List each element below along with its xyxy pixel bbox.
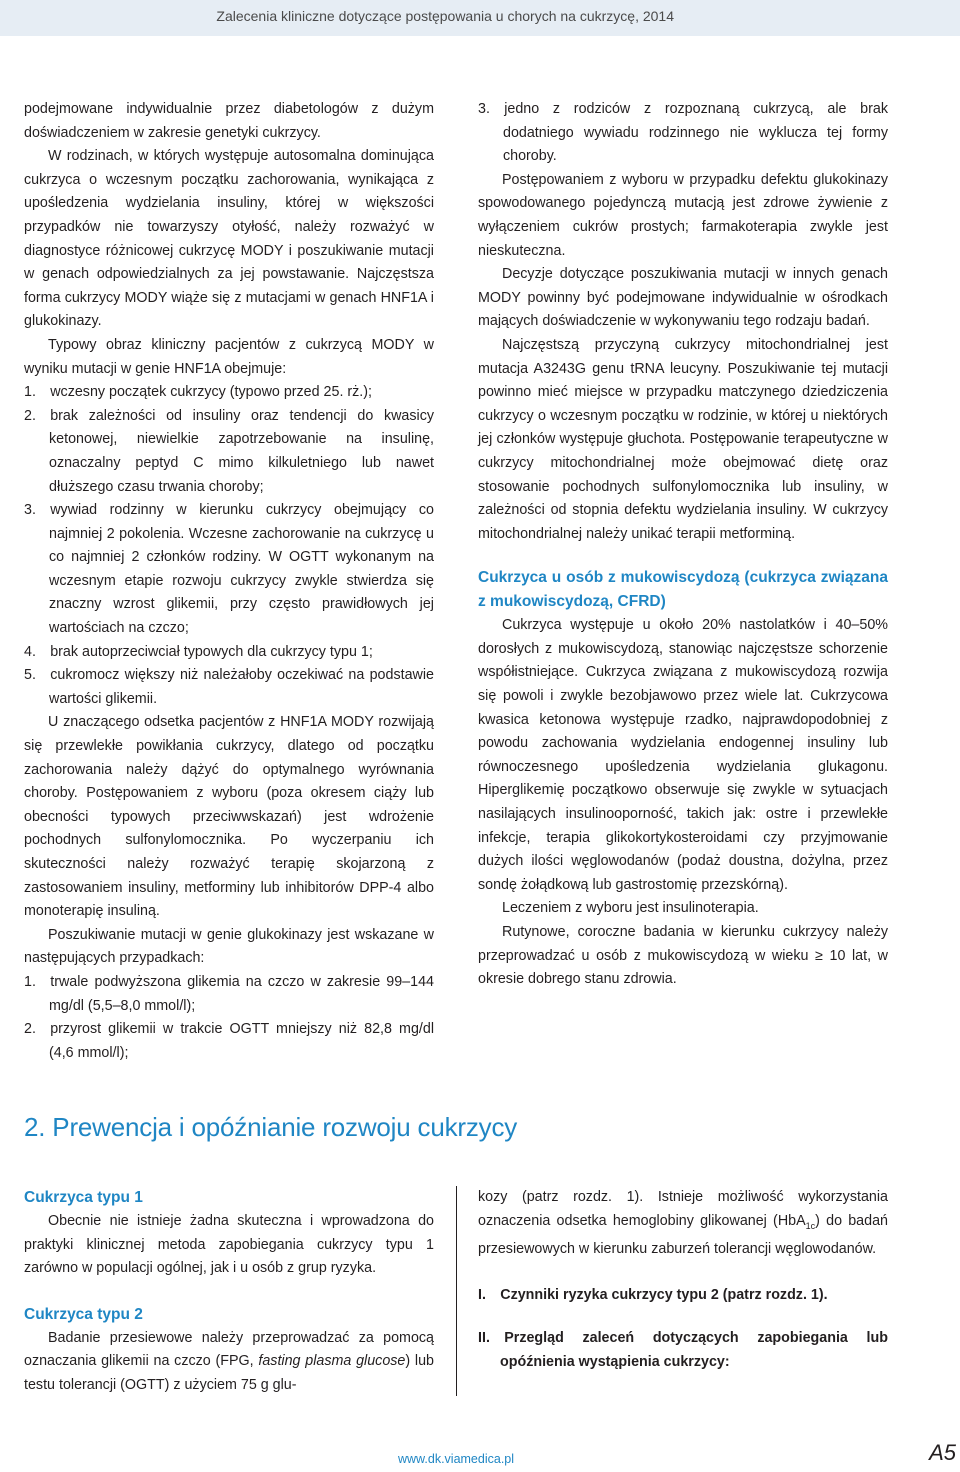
section-title: 2. Prewencja i opóźnianie rozwoju cukrzycy <box>24 1112 518 1142</box>
right-column <box>478 98 888 992</box>
paragraph: Postępowaniem z wyboru w przypadku defektu glukokinazy spowodowanego pojedynczą mutacją jest zdrowe żywienie z wyłączeniem cukrów prostych; farmakoterapia zwykle jest nieskuteczna. <box>478 171 888 259</box>
text-run: ) lub testu tolerancji (OGTT) z użyciem 75 g glu- <box>24 1353 434 1393</box>
paragraph <box>478 1186 888 1262</box>
section2-left-column <box>24 1186 434 1398</box>
footer-url[interactable]: www.dk.viamedica.pl <box>398 1452 515 1466</box>
running-title: Zalecenia kliniczne dotyczące postępowania u chorych na cukrzycę, 2014 <box>216 8 674 24</box>
list-item: 1. wczesny początek cukrzycy (typowo przed 25. rż.); <box>24 384 373 401</box>
left-column <box>24 98 434 1065</box>
paragraph: podejmowane indywidualnie przez diabetologów z dużym doświadczeniem w zakresie genetyki cukrzycy. <box>24 101 434 141</box>
roman-item: II. Przegląd zaleceń dotyczących zapobiegania lub opóźnienia wystąpienia cukrzycy: <box>478 1330 888 1370</box>
text-run: ) do badań przesiewowych w kierunku zaburzeń tolerancji węglowodanów. <box>478 1212 888 1258</box>
paragraph: Decyzje dotyczące poszukiwania mutacji w innych genach MODY powinny być podejmowane indywidualnie w ośrodkach mających doświadczenie w wykonywaniu tego rodzaju badań. <box>478 266 888 330</box>
text-run: kozy (patrz rozdz. 1). Istnieje możliwość wykorzystania oznaczenia odsetka hemoglobiny glikowanej (HbA <box>478 1189 888 1229</box>
paragraph: Obecnie nie istnieje żadna skuteczna i wprowadzona do praktyki klinicznej metoda zapobiegania cukrzycy typu 1 zarówno w populacji ogólnej, jak i u osób z grup ryzyka. <box>24 1213 434 1277</box>
list-item: 4. brak autoprzeciwciał typowych dla cukrzycy typu 1; <box>24 643 373 660</box>
list-item: 5. cukromocz większy niż należałoby oczekiwać na podstawie wartości glikemii. <box>24 667 434 707</box>
paragraph: Rutynowe, coroczne badania w kierunku cukrzycy należy przeprowadzać u osób z mukowiscydozą w wieku ≥ 10 lat, w okresie dobrego stanu zdrowia. <box>478 924 888 988</box>
list-item: 1. trwale podwyższona glikemia na czczo w zakresie 99–144 mg/dl (5,5–8,0 mmol/l); <box>24 973 434 1014</box>
list-item: 2. przyrost glikemii w trakcie OGTT mniejszy niż 82,8 mg/dl (4,6 mmol/l); <box>24 1021 434 1061</box>
subscript: 1c <box>805 1220 816 1231</box>
paragraph <box>24 1327 434 1398</box>
subsection-heading: Cukrzyca typu 2 <box>24 1305 143 1323</box>
emphasis: fasting plasma glucose <box>258 1353 406 1370</box>
subsection-heading: Cukrzyca typu 1 <box>24 1189 143 1206</box>
text-run: Badanie przesiewowe należy przeprowadzać za pomocą oznaczania glikemii na czczo (FPG, <box>24 1329 434 1370</box>
page-number: A5 <box>929 1440 956 1465</box>
paragraph: Typowy obraz kliniczny pacjentów z cukrzycą MODY w wyniku mutacji w genie HNF1A obejmuje: <box>24 336 434 377</box>
list-item: 3. wywiad rodzinny w kierunku cukrzycy obejmujący co najmniej 2 pokolenia. Wczesne zachorowanie na cukrzycę u co najmniej 2 członków rodziny. W OGTT wykonanym na wczesnym etapie rozwoju cukrzycy zwykle stwierdza się znaczny wzrost glikemii, przy często prawidłowych jej wartościach na czczo; <box>24 502 434 637</box>
paragraph: Najczęstszą przyczyną cukrzycy mitochondrialnej jest mutacja A3243G genu tRNA leucyny. Poszukiwanie tej mutacji powinno mieć miejsce w przypadku matczynego dziedziczenia cukrzycy o wczesnym początku w rodzinie, w której u niektórych jej członków występuje głuchota. Postępowanie terapeutyczne w cukrzycy mitochondrialnej może obejmować dietę oraz stosowanie pochodnych sulfonylomocznika lub insuliny, w zależności od stopnia defektu wydzielania insuliny. W cukrzycy mitochondrialnej należy unikać terapii metforminą. <box>478 336 888 542</box>
running-header <box>0 0 960 36</box>
paragraph: Leczeniem z wyboru jest insulinoterapia. <box>502 900 759 917</box>
paragraph: Cukrzyca występuje u około 20% nastolatków i 40–50% dorosłych z mukowiscydozą, stanowiąc najczęstsze schorzenie współistniejące. Cukrzyca związana z mukowiscydozą rozwija się powoli i zwykle bezobjawowo przez wiele lat. Cukrzycowa kwasica ketonowa występuje rzadko, najprawdopodobniej z powodu zachowania wydzielania endogennej insuliny lub równoczesnego upośledzenia wydzielania glukagonu. Hiperglikemię początkowo obserwuje się zwykle w sytuacjach nasilających insulinooporność, takich jak: ostre i przewlekłe infekcje, terapia glikokortykosteroidami czy przyjmowanie dużych ilości węglowodanów (podaż doustna, dożylna, przez sondę żołądkową lub gastrostomię przezskórną). <box>478 617 888 893</box>
section2-right-column <box>478 1186 888 1374</box>
list-item: 2. brak zależności od insuliny oraz tendencji do kwasicy ketonowej, niewielkie zapotrzebowanie na insulinę, oznaczalny peptyd C mimo kilkuletniego lub nawet dłuższego czasu trwania choroby; <box>24 407 434 495</box>
paragraph: W rodzinach, w których występuje autosomalna dominująca cukrzyca o wczesnym początku zachorowania, wynikająca z upośledzenia wydzielania insuliny, której w większości przypadków nie towarzyszy otyłość, należy rozważyć w diagnostyce różnicowej cukrzycę MODY i poszukiwanie mutacji w genach odpowiedzialnych za jej powstawanie. Najczęstsza forma cukrzycy MODY wiąże się z mutacjami w genach HNF1A i glukokinazy. <box>24 148 434 330</box>
roman-item: I. Czynniki ryzyka cukrzycy typu 2 (patrz rozdz. 1). <box>478 1286 828 1303</box>
list-item: 3. jedno z rodziców z rozpoznaną cukrzycą, ale brak dodatniego wywiadu rodzinnego nie wyklucza tej formy choroby. <box>478 101 888 165</box>
paragraph: U znaczącego odsetka pacjentów z HNF1A MODY rozwijają się przewlekłe powikłania cukrzycy, dlatego od początku zachorowania należy dążyć do optymalnego wyrównania choroby. Postępowaniem z wyboru (poza okresem ciąży lub obecności typowych przeciwwskazań) jest wdrożenie pochodnych sulfonylomocznika. Po wyczerpaniu ich skuteczności należy rozważyć terapię skojarzoną z zastosowaniem insuliny, metforminy lub inhibitorów DPP-4 albo monoterapię insuliną. <box>24 714 434 920</box>
subsection-heading: Cukrzyca u osób z mukowiscydozą (cukrzyca związana z mukowiscydozą, CFRD) <box>478 569 888 611</box>
column-divider <box>456 1186 457 1396</box>
paragraph: Poszukiwanie mutacji w genie glukokinazy jest wskazane w następujących przypadkach: <box>24 926 434 967</box>
